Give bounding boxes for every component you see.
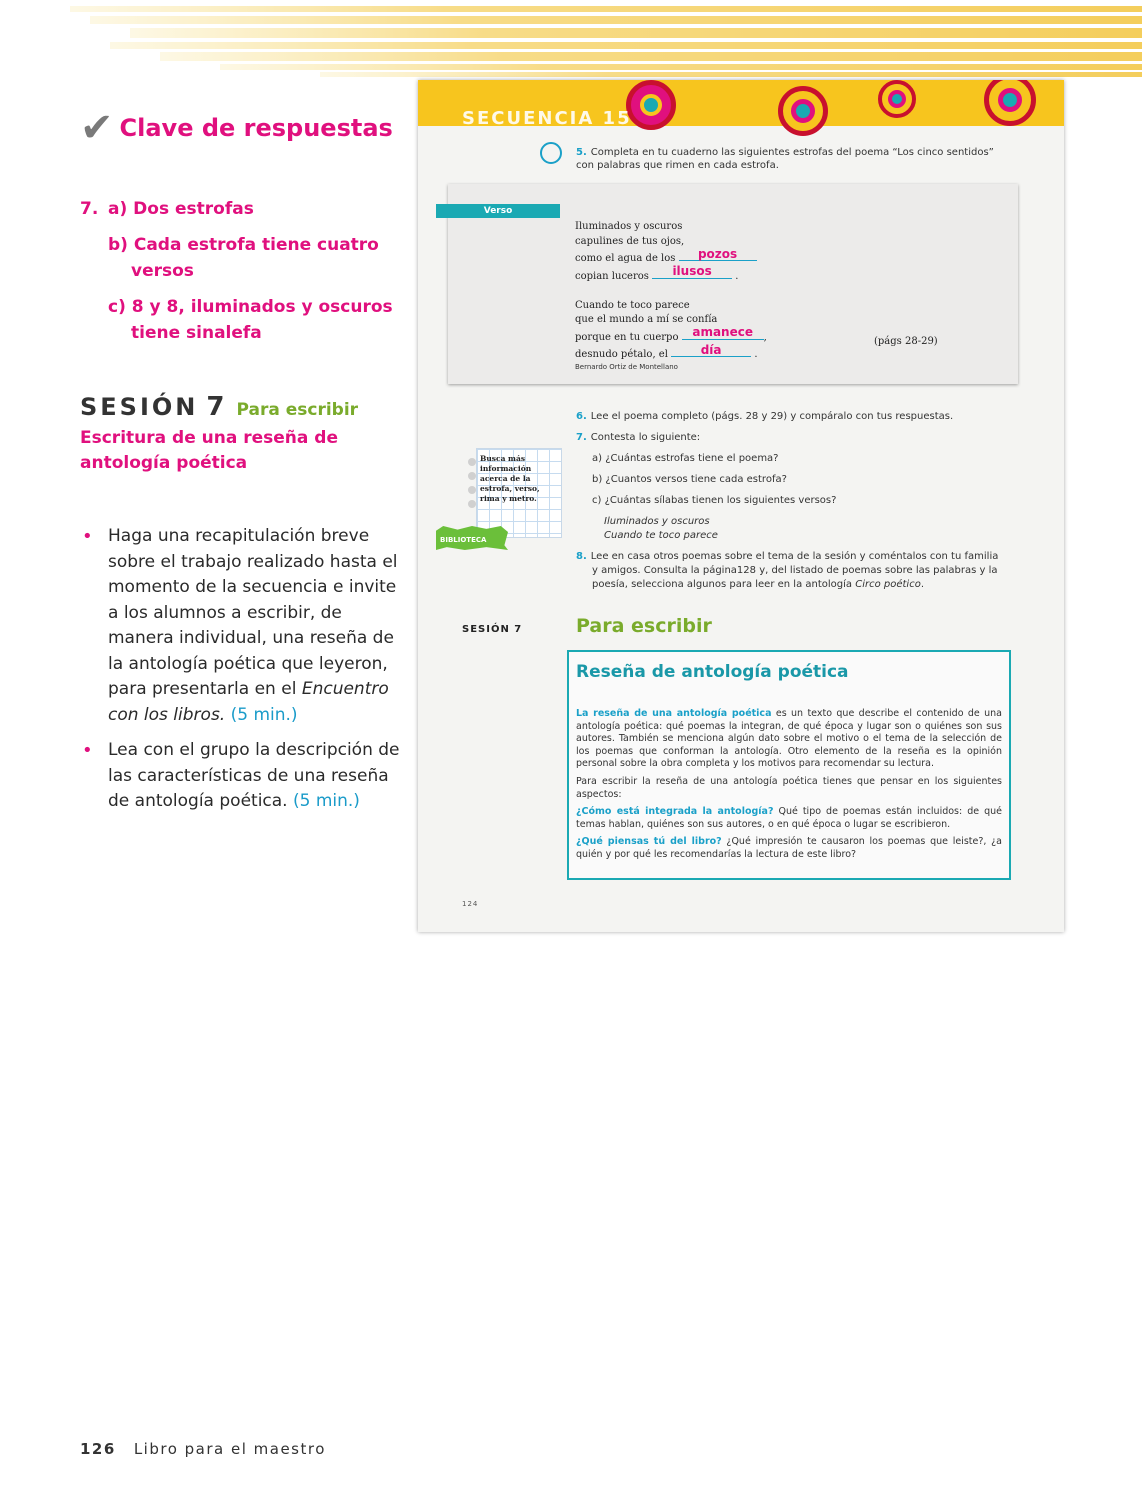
question-8: 8. Lee en casa otros poemas sobre el tema de la sesión y coméntalos con tu familia y amigos. Consulta la página128 y, del listado de poemas sobre las palabras y la poesía, selecciona algunos para leer en la antología Circo poético.	[576, 551, 999, 590]
filled-answer: amanece	[692, 325, 753, 339]
answer-blank	[679, 246, 757, 261]
page-number: 126	[80, 1440, 116, 1458]
question-7c: c) ¿Cuántas sílabas tienen los siguientes versos?	[592, 495, 837, 506]
session-word: SESIÓN	[80, 393, 199, 421]
brush-stroke-decoration	[70, 0, 1142, 82]
binder-hole-icon	[468, 500, 476, 508]
binder-hole-icon	[468, 486, 476, 494]
instruction-item: • Lea con el grupo la descripción de las características de una reseña de antología poética. (5 min.)	[82, 740, 400, 811]
target-circle-decoration	[626, 80, 676, 130]
session-label: SESIÓN 7	[462, 624, 523, 635]
answer-blank	[671, 342, 751, 357]
poem-text: Iluminados y oscuros capulines de tus ojos, como el agua de los pozos copian luceros ilusos . Cuando te toco parece que el mundo a mí se confía porque en tu cuerpo amanece , desnudo pétalo, el día .	[575, 221, 767, 360]
target-circle-decoration	[778, 86, 828, 136]
session-subtitle: Para escribir	[236, 400, 359, 420]
page-reference: (págs 28-29)	[874, 336, 938, 347]
poem-author: Bernardo Ortiz de Montellano	[575, 363, 678, 371]
verso-tag: Verso	[436, 204, 560, 218]
session-number: 7	[206, 392, 225, 422]
session-topic: Escritura de una reseña de antología poética	[80, 428, 338, 473]
filled-answer: pozos	[697, 246, 738, 261]
teacher-instructions	[80, 524, 400, 825]
clock-icon	[540, 142, 562, 164]
answer-key-title: Clave de respuestas	[119, 114, 393, 142]
review-box-text: La reseña de una antología poética es un texto que describe el contenido de una antología poética: qué poemas la integran, de qué época y lugar son o quiénes son sus autores. También se menciona algún dato sobre el motivo o el tema de la selección de los poemas que conforman la antología. Otro elemento de la reseña es la opinión personal sobre la obra completa y los motivos para recomendar su lectura. Para escribir la reseña de una antología poética tienes que pensar en los siguientes aspectos: ¿Cómo está integrada la antología? Qué tipo de poemas están incluidos: de qué temas hablan, quiénes son sus autores, o en qué época o lugar se escribieron. ¿Qué piensas tú del libro? ¿Qué impresión te causaron los poemas que leiste?, ¿a quién y por qué les recomendarías la lectura de este libro?	[576, 708, 1003, 860]
question-7a: a) ¿Cuántas estrofas tiene el poema?	[592, 453, 779, 464]
book-page-number: 124	[462, 900, 479, 908]
answer-blank	[652, 264, 732, 279]
question-7b: b) ¿Cuantos versos tiene cada estrofa?	[592, 474, 787, 485]
verse-example: Cuando te toco parece	[604, 530, 718, 541]
question-5: 5. Completa en tu cuaderno las siguientes estrofas del poema “Los cinco sentidos” con palabras que rimen en cada estrofa.	[576, 147, 994, 171]
sequence-label: SECUENCIA 15	[462, 108, 632, 129]
answer-7a: 7. a) Dos estrofas	[80, 199, 254, 219]
book-title: Libro para el maestro	[133, 1440, 326, 1458]
binder-hole-icon	[468, 458, 476, 466]
answer-7b: b) Cada estrofa tiene cuatro versos	[108, 235, 379, 281]
answer-key-heading	[80, 105, 393, 151]
bullet-icon: •	[82, 740, 93, 761]
bullet-icon: •	[82, 526, 93, 547]
student-book-page	[418, 80, 1064, 932]
target-circle-decoration	[878, 80, 916, 118]
verse-example: Iluminados y oscuros	[604, 516, 710, 527]
review-box-title: Reseña de antología poética	[576, 662, 849, 682]
questions-list	[576, 410, 1006, 599]
session-heading	[80, 392, 358, 422]
filled-answer: ilusos	[672, 264, 712, 278]
checkmark-icon: ✔	[80, 105, 114, 151]
filled-answer: día	[700, 342, 722, 357]
instruction-item: • Haga una recapitulación breve sobre el trabajo realizado hasta el momento de la secuencia e invite a los alumnos a escribir, de manera individual, una reseña de la antología poética que leyeron, para presentarla en el Encuentro con los libros. (5 min.)	[82, 526, 398, 725]
answer-7c: c) 8 y 8, iluminados y oscuros tiene sinalefa	[108, 297, 393, 343]
page-footer	[80, 1440, 326, 1458]
question-7: 7. Contesta lo siguiente:	[576, 432, 701, 443]
sticky-note-text: Busca más información acerca de la estrofa, verso, rima y metro.	[480, 454, 540, 503]
answer-blank	[682, 325, 764, 340]
section-heading: Para escribir	[576, 615, 712, 637]
question-6: 6. Lee el poema completo (págs. 28 y 29) y compáralo con tus respuestas.	[576, 411, 954, 422]
binder-hole-icon	[468, 472, 476, 480]
biblioteca-label: BIBLIOTECA	[440, 536, 487, 544]
